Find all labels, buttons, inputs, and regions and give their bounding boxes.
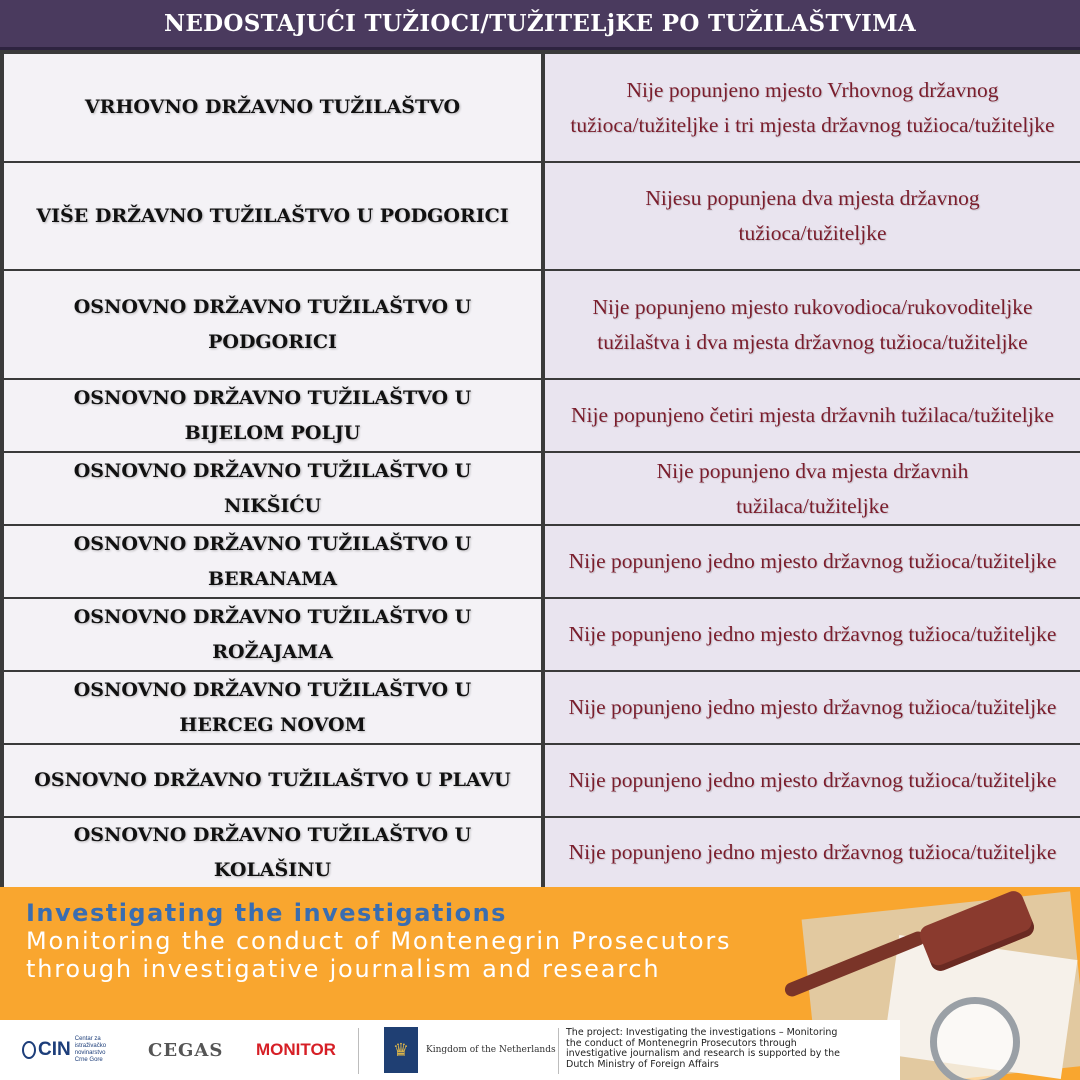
table-row xyxy=(2,52,1080,163)
logo-divider xyxy=(358,1028,359,1074)
cin-logo xyxy=(22,1020,119,1080)
office-name: OSNOVNO DRŽAVNO TUŽILAŠTVO U PODGORICI xyxy=(73,295,472,353)
office-cell xyxy=(2,743,543,818)
cin-logo-subtext: Centar za istraživačko novinarstvo Crne Gore xyxy=(74,1036,107,1063)
logo-divider xyxy=(558,1028,559,1074)
office-name: OSNOVNO DRŽAVNO TUŽILAŠTVO U NIKŠIĆU xyxy=(73,459,472,517)
project-footer-banner xyxy=(0,887,1080,1080)
table-row xyxy=(2,743,1080,818)
vacancy-text: Nije popunjeno mjesto rukovodioca/rukovoditeljke tužilaštva i dva mjesta državnog tužioca/tužiteljke xyxy=(592,294,1033,354)
office-cell xyxy=(2,597,543,672)
table-row xyxy=(2,269,1080,380)
vacancy-text: Nije popunjeno jedno mjesto državnog tužioca/tužiteljke xyxy=(568,549,1057,573)
office-name: OSNOVNO DRŽAVNO TUŽILAŠTVO U PLAVU xyxy=(34,769,511,791)
vacancy-cell xyxy=(543,597,1080,672)
table-row xyxy=(2,524,1080,599)
cin-mark-icon xyxy=(22,1041,36,1059)
table-row xyxy=(2,670,1080,745)
office-name: OSNOVNO DRŽAVNO TUŽILAŠTVO U HERCEG NOVOM xyxy=(73,678,472,736)
cin-logo-text: CIN xyxy=(38,1039,71,1060)
netherlands-logo xyxy=(384,1020,556,1080)
table-row xyxy=(2,378,1080,453)
netherlands-logo-text: Kingdom of the Netherlands xyxy=(426,1045,556,1055)
office-cell xyxy=(2,269,543,380)
partner-logos xyxy=(0,1020,900,1080)
office-cell xyxy=(2,451,543,526)
vacancy-text: Nije popunjeno jedno mjesto državnog tužioca/tužiteljke xyxy=(568,622,1057,646)
office-name: VIŠE DRŽAVNO TUŽILAŠTVO U PODGORICI xyxy=(36,204,509,227)
vacancy-text: Nije popunjeno jedno mjesto državnog tužioca/tužiteljke xyxy=(568,840,1057,864)
table-row xyxy=(2,816,1080,889)
footer-title: Investigating the investigations xyxy=(26,899,507,927)
vacancy-cell xyxy=(543,524,1080,599)
office-name: OSNOVNO DRŽAVNO TUŽILAŠTVO U KOLAŠINU xyxy=(73,823,472,881)
vacancy-cell xyxy=(543,269,1080,380)
office-cell xyxy=(2,524,543,599)
prosecutor-vacancy-table xyxy=(0,50,1080,887)
office-name: OSNOVNO DRŽAVNO TUŽILAŠTVO U ROŽAJAMA xyxy=(73,605,472,663)
vacancy-text: Nije popunjeno jedno mjesto državnog tužioca/tužiteljke xyxy=(568,695,1057,719)
office-cell xyxy=(2,816,543,889)
project-note: The project: Investigating the investigations – Monitoring the conduct of Montenegrin Prosecutors through investigative journalism and research is supported by the Dutch Ministry of Foreign Affairs xyxy=(566,1027,840,1070)
vacancy-text: Nije popunjeno mjesto Vrhovnog državnog tužioca/tužiteljke i tri mjesta državnog tužioca/tužiteljke xyxy=(570,77,1055,137)
vacancy-text: Nijesu popunjena dva mjesta državnog tužioca/tužiteljke xyxy=(645,186,980,245)
office-cell xyxy=(2,52,543,163)
table-row xyxy=(2,161,1080,271)
office-name: VRHOVNO DRŽAVNO TUŽILAŠTVO xyxy=(84,96,461,118)
vacancy-cell xyxy=(543,52,1080,163)
crest-icon: ♛ xyxy=(384,1027,418,1073)
footer-subtitle: Monitoring the conduct of Montenegrin Prosecutors through investigative journalism and research xyxy=(26,927,732,983)
office-cell xyxy=(2,670,543,745)
vacancy-cell xyxy=(543,670,1080,745)
office-name: OSNOVNO DRŽAVNO TUŽILAŠTVO U BERANAMA xyxy=(73,532,472,590)
vacancy-text: Nije popunjeno dva mjesta državnih tužilaca/tužiteljke xyxy=(656,458,969,518)
vacancy-cell xyxy=(543,451,1080,526)
vacancy-cell xyxy=(543,816,1080,889)
cegas-logo: CEGAS xyxy=(148,1039,224,1061)
monitor-logo: MONITOR xyxy=(256,1040,336,1059)
vacancy-cell xyxy=(543,743,1080,818)
table-row xyxy=(2,451,1080,526)
vacancy-text: Nije popunjeno četiri mjesta državnih tužilaca/tužiteljke xyxy=(571,403,1054,427)
vacancy-cell xyxy=(543,378,1080,453)
office-cell xyxy=(2,378,543,453)
magnifying-glass-icon xyxy=(930,997,1020,1080)
vacancy-text: Nije popunjeno jedno mjesto državnog tužioca/tužiteljke xyxy=(568,768,1057,792)
office-name: OSNOVNO DRŽAVNO TUŽILAŠTVO U BIJELOM POLJU xyxy=(73,386,472,444)
page-title: NEDOSTAJUĆI TUŽIOCI/TUŽITELjKE PO TUŽILAŠTVIMA xyxy=(0,0,1080,50)
office-cell xyxy=(2,161,543,271)
vacancy-cell xyxy=(543,161,1080,271)
table-row xyxy=(2,597,1080,672)
